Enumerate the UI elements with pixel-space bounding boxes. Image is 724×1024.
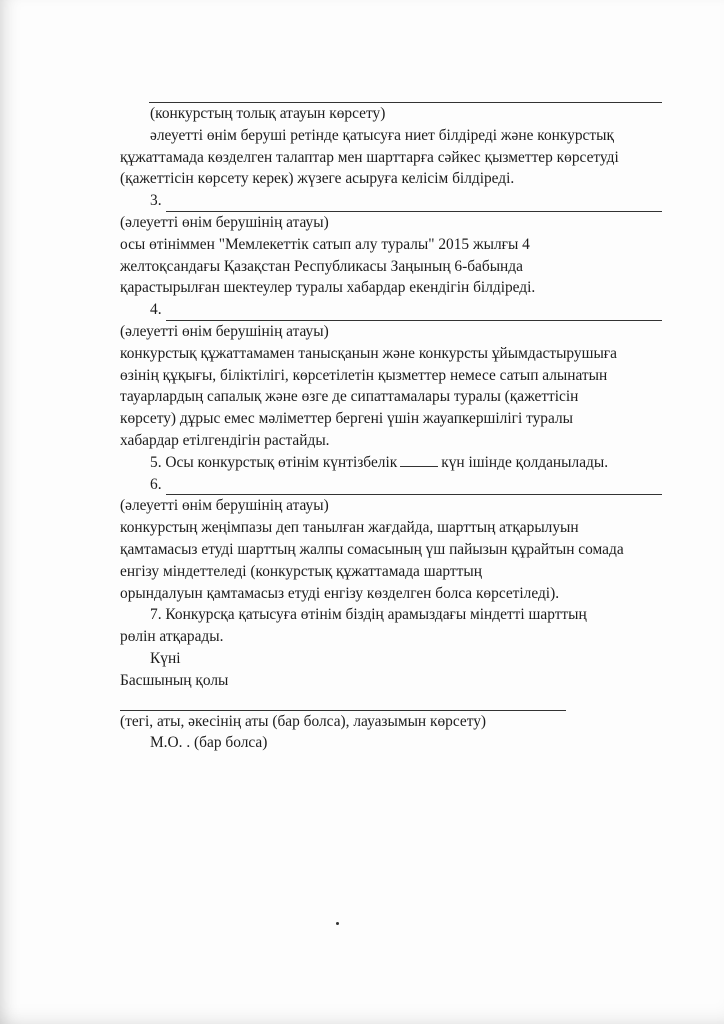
validity-line (120, 452, 670, 474)
item-6-line (120, 474, 670, 496)
doc-line: енгізу міндеттеледі (конкурстық құжаттамада шарттың (120, 562, 482, 580)
item-4-line (120, 299, 670, 321)
item-number: 6. (150, 475, 162, 493)
doc-line: тауарлардың сапалық және өзге де сипаттамалары туралы (қажеттісін (120, 388, 579, 406)
doc-line: құжаттамада көзделген талаптар мен шарттарға сәйкес қызметтер көрсетуді (120, 148, 619, 166)
doc-line: (қажеттісін көрсету керек) жүзеге асыруға келісім білдіреді. (120, 170, 515, 188)
signature-label: Басшының қолы (120, 671, 229, 689)
doc-line: қамтамасыз етуді шарттың жалпы сомасының үш пайызын құрайтын сомада (120, 540, 624, 558)
doc-line: әлеуетті өнім беруші ретінде қатысуға ниет білдіреді және конкурстық (150, 126, 614, 144)
supplier-name-line (166, 195, 662, 212)
doc-text: 5. Осы конкурстық өтінім күнтізбелік (150, 453, 398, 471)
stamp-label: М.О. . (бар болса) (150, 734, 268, 752)
doc-line: (әлеуетті өнім берушінің атауы) (120, 213, 329, 231)
doc-line: конкурстың жеңімпазы деп танылған жағдайда, шарттың атқарылуын (120, 519, 579, 537)
doc-line: 7. Конкурсқа қатысуға өтінім біздің арамыздағы міндетті шарттың (150, 606, 587, 624)
doc-line: (әлеуетті өнім берушінің атауы) (120, 322, 329, 340)
doc-line: осы өтініммен "Мемлекеттік сатып алу туралы" 2015 жылғы 4 (120, 235, 530, 253)
supplier-name-line (166, 304, 662, 321)
doc-line: желтоқсандағы Қазақстан Республикасы Заңының 6-бабында (120, 257, 523, 275)
doc-line: қарастырылған шектеулер туралы хабардар екендігін білдіреді. (120, 279, 536, 297)
days-blank (400, 452, 438, 467)
item-3-line (120, 190, 670, 212)
doc-line: хабардар етілгендігін растайды. (120, 431, 330, 449)
doc-line: (тегі, аты, әкесінің аты (бар болса), лауазымын көрсету) (120, 712, 487, 730)
doc-line: көрсету) дұрыс емес мәліметтер бергені үшін жауапкершілігі туралы (120, 410, 573, 428)
doc-line: (конкурстың толық атауын көрсету) (150, 105, 386, 122)
item-number: 3. (150, 192, 162, 210)
scan-speck (336, 922, 339, 925)
doc-line: (әлеуетті өнім берушінің атауы) (120, 497, 329, 515)
date-label: Күні (150, 649, 181, 667)
doc-line: орындалуын қамтамасыз етуді енгізу көзделген болса көрсетіледі). (120, 584, 560, 602)
document-body (120, 88, 670, 754)
doc-line: өзінің құқығы, біліктілігі, көрсетілетін қызметтер немесе сатып алынатын (120, 366, 608, 384)
doc-line: рөлін атқарады. (120, 628, 224, 646)
supplier-name-line (166, 478, 662, 495)
item-number: 4. (150, 301, 162, 319)
doc-line: конкурстық құжаттамамен танысқанын және конкурсты ұйымдастырушыға (120, 344, 617, 362)
doc-text: күн ішінде қолданылады. (441, 453, 609, 471)
